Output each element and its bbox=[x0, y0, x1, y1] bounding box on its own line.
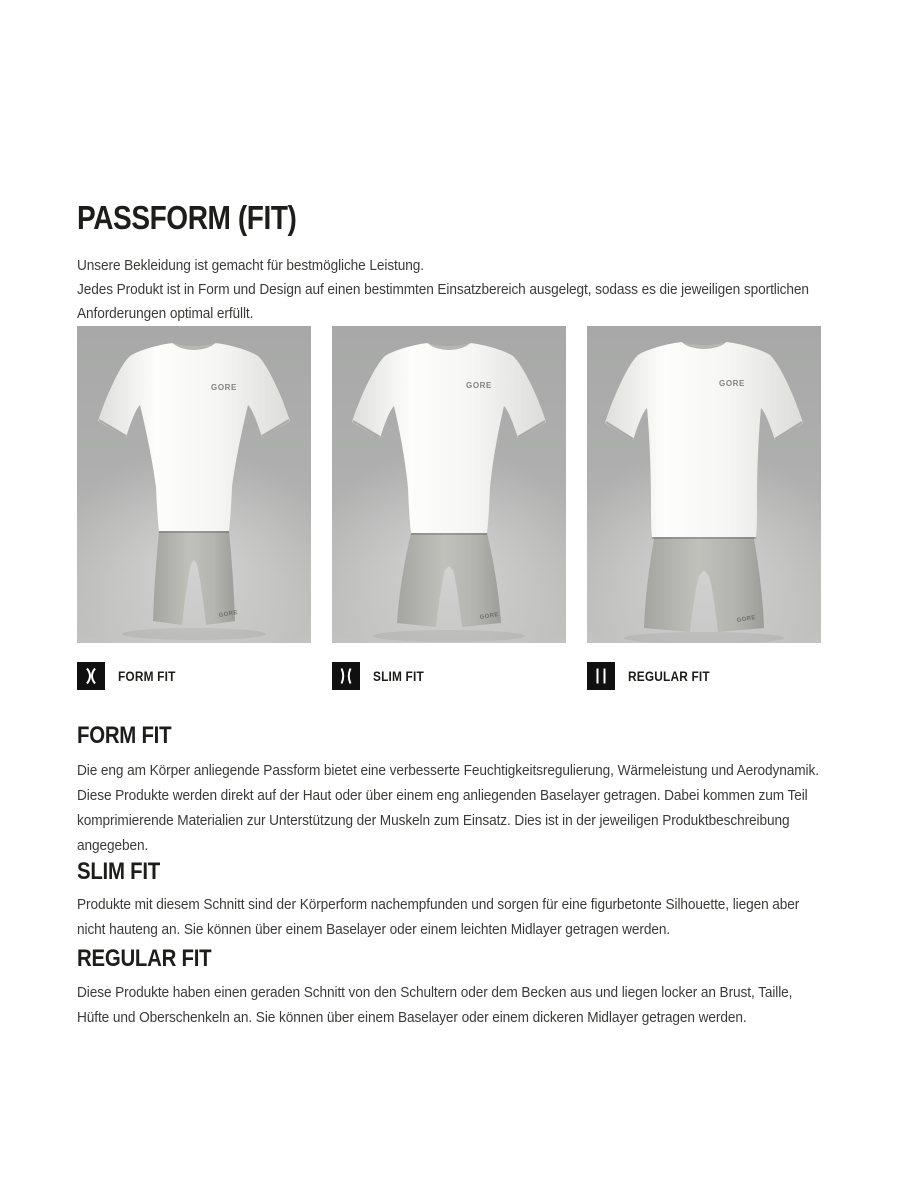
intro-line-2: Jedes Produkt ist in Form und Design auf einen bestimmten Einsatzbereich ausgelegt, sodass es die jeweiligen sportlichen Anforderungen optimal erfüllt. bbox=[77, 281, 809, 322]
form-fit-caption bbox=[77, 662, 311, 690]
regular-fit-figure bbox=[587, 326, 821, 643]
form-fit-icon bbox=[77, 662, 105, 690]
form-shirt bbox=[98, 343, 290, 531]
shorts-logo: GORE bbox=[479, 612, 500, 621]
slim-fit-caption bbox=[332, 662, 566, 690]
shorts-logo: GORE bbox=[218, 610, 239, 619]
fit-descriptions bbox=[77, 724, 823, 1030]
form-shorts bbox=[153, 531, 235, 625]
form-fit-heading: FORM FIT bbox=[77, 722, 172, 749]
slim-fit-image bbox=[332, 326, 566, 643]
intro-text bbox=[77, 254, 823, 326]
regular-fit-heading: REGULAR FIT bbox=[77, 945, 212, 972]
floor-shadow bbox=[624, 632, 784, 643]
chest-logo: GORE bbox=[211, 383, 237, 392]
regular-fit-image bbox=[587, 326, 821, 643]
shorts-logo: GORE bbox=[736, 615, 757, 624]
slim-shorts bbox=[397, 533, 501, 627]
regular-shirt bbox=[605, 342, 803, 537]
slim-fit-figure bbox=[332, 326, 566, 643]
form-fit-caption-label: FORM FIT bbox=[118, 668, 176, 684]
fit-image-row bbox=[77, 326, 823, 643]
floor-shadow bbox=[373, 630, 525, 642]
form-fit-image bbox=[77, 326, 311, 643]
slim-shirt bbox=[352, 343, 546, 533]
regular-fit-icon bbox=[587, 662, 615, 690]
form-fit-description: Die eng am Körper anliegende Passform bietet eine verbesserte Feuchtigkeitsregulierung, Wärmeleistung und Aerodynamik. Diese Produkte werden direkt auf der Haut oder über einem eng anliegenden Baselayer getragen. Dabei kommen zum Teil komprimierende Materialien zur Unterstützung der Muskeln zum Einsatz. Dies ist in der jeweiligen Produktbeschreibung angegeben. bbox=[77, 762, 819, 854]
regular-fit-caption bbox=[587, 662, 821, 690]
chest-logo: GORE bbox=[466, 381, 492, 390]
content-column bbox=[77, 199, 823, 1030]
page-title: PASSFORM (FIT) bbox=[77, 199, 297, 236]
form-fit-figure bbox=[77, 326, 311, 643]
slim-fit-heading: SLIM FIT bbox=[77, 858, 160, 885]
fit-caption-row bbox=[77, 662, 823, 690]
slim-fit-caption-label: SLIM FIT bbox=[373, 668, 424, 684]
regular-fit-description: Diese Produkte haben einen geraden Schnitt von den Schultern oder dem Becken aus und liegen locker an Brust, Taille, Hüfte und Oberschenkeln an. Sie können über einem Baselayer oder einem dickeren Midlayer getragen werden. bbox=[77, 984, 793, 1026]
regular-fit-caption-label: REGULAR FIT bbox=[628, 668, 710, 684]
chest-logo: GORE bbox=[719, 379, 745, 388]
slim-fit-description: Produkte mit diesem Schnitt sind der Körperform nachempfunden und sorgen für eine figurbetonte Silhouette, liegen aber nicht hauteng an. Sie können über einem Baselayer oder einem leichten Midlayer getragen werden. bbox=[77, 896, 800, 938]
intro-line-1: Unsere Bekleidung ist gemacht für bestmögliche Leistung. bbox=[77, 257, 424, 274]
slim-fit-icon bbox=[332, 662, 360, 690]
floor-shadow bbox=[122, 628, 266, 640]
